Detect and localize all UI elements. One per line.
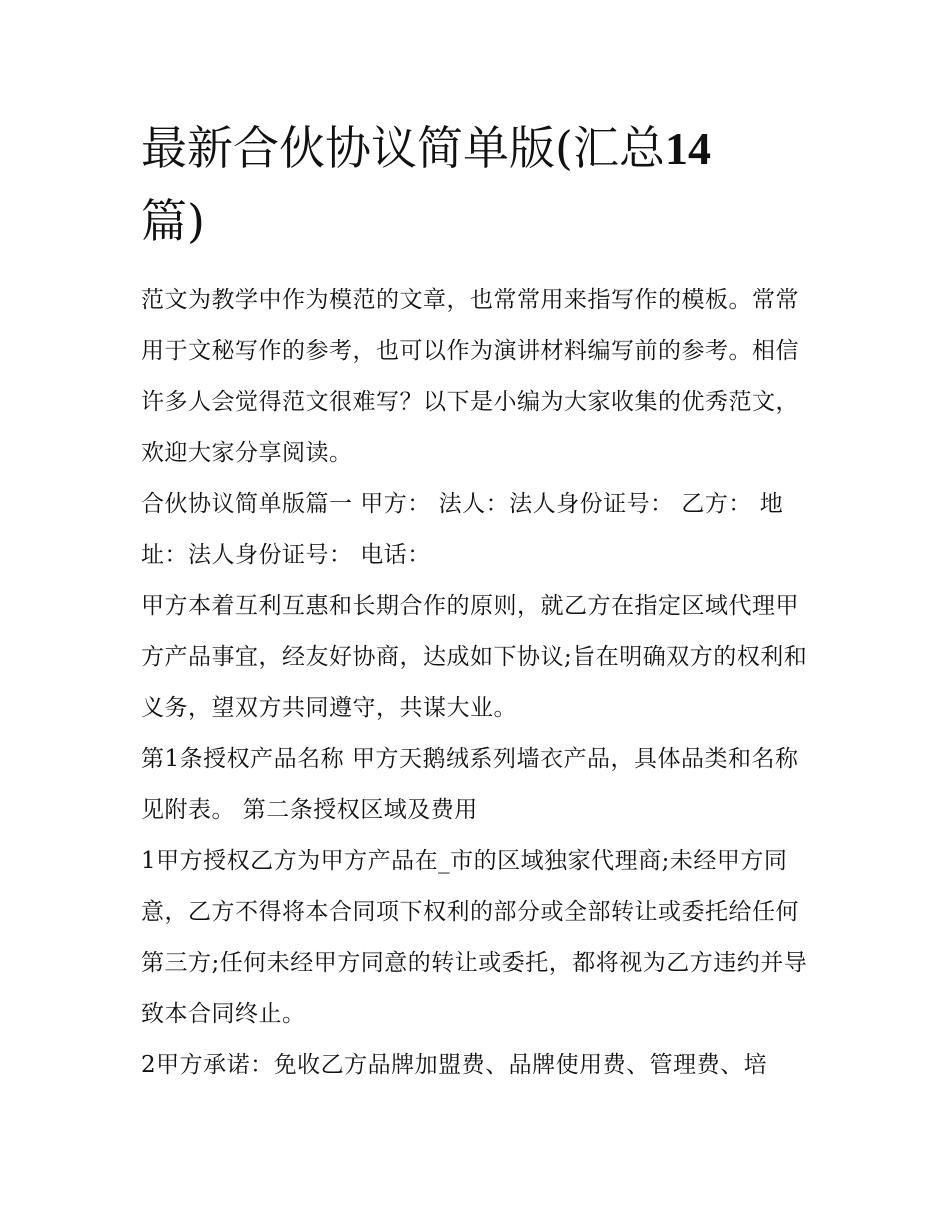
paragraph-intro: 范文为教学中作为模范的文章，也常常用来指写作的模板。常常用于文秘写作的参考，也可以作为演讲材料编写前的参考。相信许多人会觉得范文很难写？以下是小编为大家收集的优秀范文，欢迎大家分享阅读。 [141, 287, 799, 466]
title-end: 篇) [141, 194, 205, 248]
paragraph-parties: 合伙协议简单版篇一 甲方： 法人：法人身份证号： 乙方： 地址：法人身份证号： 电话： [141, 491, 784, 568]
paragraph-principle: 甲方本着互利互惠和长期合作的原则，就乙方在指定区域代理甲方产品事宜，经友好协商，达成如下协议;旨在明确双方的权利和义务，望双方共同遵守，共谋大业。 [141, 593, 808, 721]
paragraph-clause-2: 2甲方承诺：免收乙方品牌加盟费、品牌使用费、管理费、培 [141, 1052, 768, 1078]
title-number: 14 [664, 123, 711, 174]
title-main: 最新合伙协议简单版(汇总 [141, 121, 665, 175]
document-title [141, 112, 821, 257]
document-content [141, 112, 821, 1091]
document-body [141, 275, 821, 1091]
paragraph-article-1: 第1条授权产品名称 甲方天鹅绒系列墙衣产品，具体品类和名称见附表。 第二条授权区域及费用 [141, 746, 799, 823]
paragraph-clause-1: 1甲方授权乙方为甲方产品在_市的区域独家代理商;未经甲方同意，乙方不得将本合同项下权利的部分或全部转让或委托给任何第三方;任何未经甲方同意的转让或委托，都将视为乙方违约并导致本合同终止。 [141, 848, 808, 1027]
